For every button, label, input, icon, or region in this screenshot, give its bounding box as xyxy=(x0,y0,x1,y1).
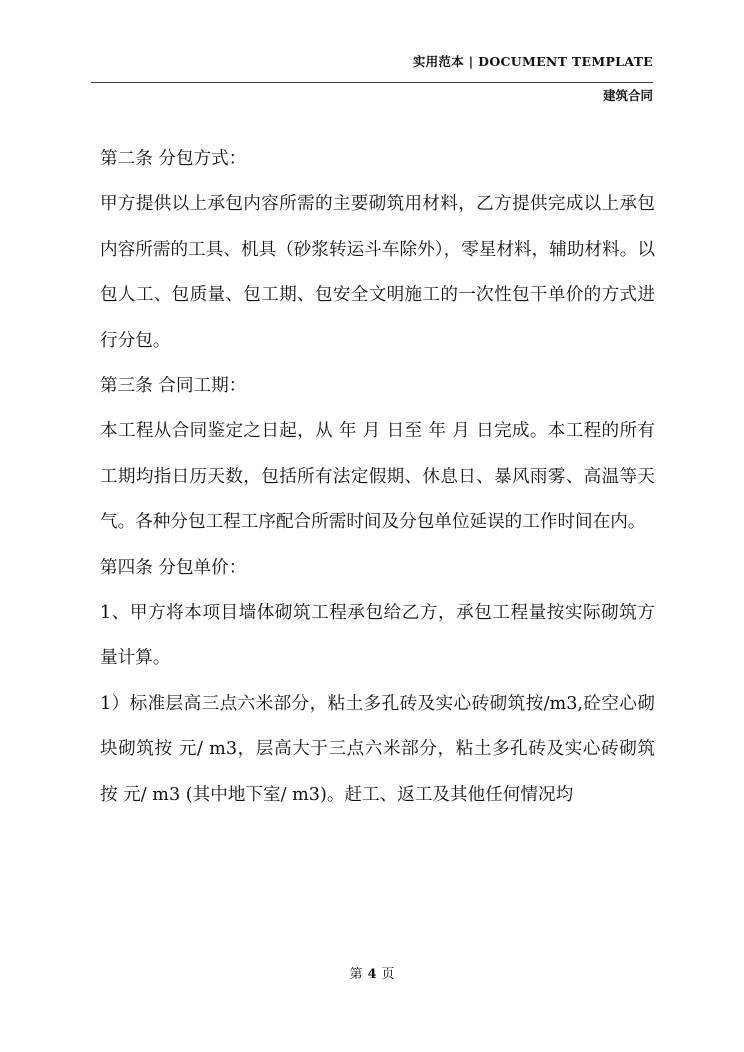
header-divider xyxy=(91,82,653,83)
page-number: 4 xyxy=(367,967,377,982)
header-title: 实用范本 | DOCUMENT TEMPLATE xyxy=(412,54,653,69)
section-body-4-item-1: 1、甲方将本项目墙体砌筑工程承包给乙方，承包工程量按实际砌筑方量计算。 xyxy=(100,603,655,669)
document-body xyxy=(100,137,655,818)
section-heading-2: 第二条 分包方式： xyxy=(100,149,247,169)
section-body-2: 甲方提供以上承包内容所需的主要砌筑用材料，乙方提供完成以上承包内容所需的工具、机具（砂浆转运斗车除外），零星材料，辅助材料。以包人工、包质量、包工期、包安全文明施工的一次性包干单价的方式进行分包。 xyxy=(100,194,655,351)
section-heading-3: 第三条 合同工期： xyxy=(100,376,247,397)
page-label-suffix: 页 xyxy=(381,967,395,982)
page-footer xyxy=(0,963,744,982)
page-label-prefix: 第 xyxy=(349,967,363,982)
section-heading-4: 第四条 分包单价： xyxy=(100,557,247,578)
section-body-4-item-1-sub-1: 1）标准层高三点六米部分，粘土多孔砖及实心砖砌筑按/m3,砼空心砌块砌筑按 元/ m3，层高大于三点六米部分，粘土多孔砖及实心砖砌筑按 元/ m3 (其中地下室/ m3)。赶工、返工及其他任何情况均 xyxy=(100,693,655,805)
section-body-3: 本工程从合同鉴定之日起，从 年 月 日至 年 月 日完成。本工程的所有工期均指日历天数，包括所有法定假期、休息日、暴风雨雾、高温等天气。各种分包工程工序配合所需时间及分包单位延误的工作时间在内。 xyxy=(100,421,655,533)
header-subtitle: 建筑合同 xyxy=(602,88,653,103)
